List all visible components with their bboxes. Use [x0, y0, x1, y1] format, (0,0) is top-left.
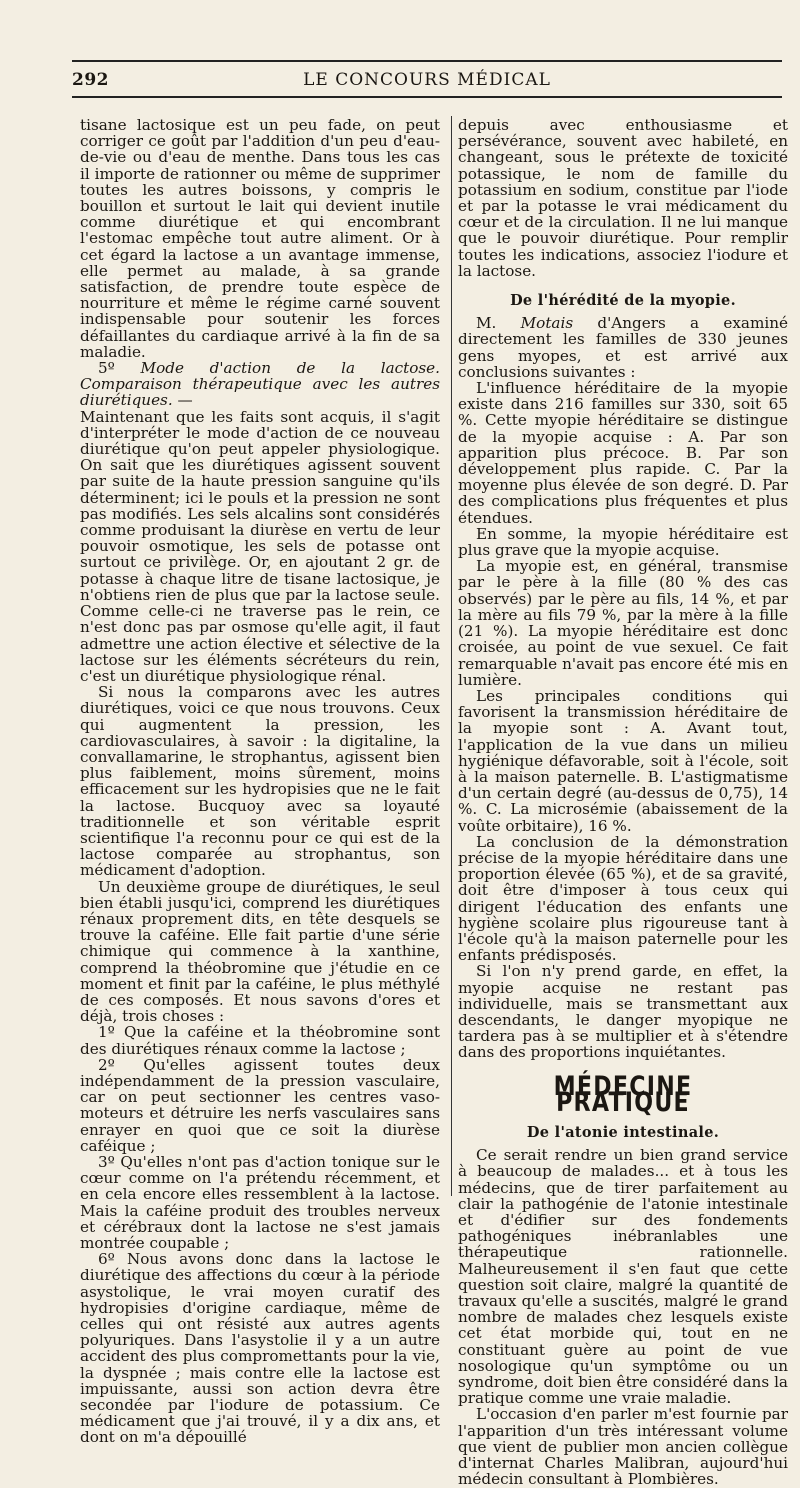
running-title: LE CONCOURS MÉDICAL	[303, 70, 551, 90]
section-dash: —	[172, 391, 193, 410]
paragraph: La myopie est, en général, transmise par le père à la fille (80 % des cas observés) par le père au fils, 14 %, et par la mère au fils 79 %, par la mère à la fille (21 %). La myopie héréditaire est donc croisée, au point de vue sexuel. Ce fait remarquable n'avait pas encore été mis en lumière.	[458, 557, 788, 689]
list-item: 6º Nous avons donc dans la lactose le diurétique des affections du cœur à la période asystolique, le vrai moyen curatif des hydropisies d'origine cardiaque, même de celles qui ont résisté aux autres agents polyuriques. Dans l'asystolie il y a un autre accident des plus compromettants pour la vie, la dyspnée ; mais contre elle la lactose est impuissante, aussi son action devra être secondée par l'iodure de potassium. Ce médicament que j'ai trouvé, il y a dix ans, et dont on m'a dépouillé	[80, 1250, 440, 1447]
section-title: Mode d'action de la lactose. Comparaison thérapeutique avec les autres diurétiques.	[80, 359, 440, 410]
paragraph: L'occasion d'en parler m'est fournie par l'apparition d'un très intéressant volume que vient de publier mon ancien collègue d'internat Charles Malibran, aujourd'hui médecin consultant à Plombières.	[458, 1405, 788, 1488]
page-header	[72, 70, 782, 94]
paragraph: La conclusion de la démonstration précise de la myopie héréditaire dans une proportion élevée (65 %), et de sa gravité, doit être d'imposer à tous ceux qui dirigent l'éducation des enfants une hygiène scolaire plus rigoureuse tant à l'école qu'à la maison paternelle pour les enfants prédisposés.	[458, 832, 788, 965]
paragraph	[458, 315, 788, 380]
section-title-medecine-pratique: MÉDECINE PRATIQUE	[553, 1070, 693, 1118]
right-column	[458, 117, 788, 1487]
paragraph: Ce serait rendre un bien grand service à beaucoup de malades... et à tous les médecins, que de tirer parfaitement au clair la pathogénie de l'atonie intestinale et d'édifier sur des fondements pathogéniques inébranlables une thérapeutique rationnelle. Malheureusement il s'en faut que cette question soit claire, malgré la quantité de travaux qu'elle a suscités, malgré le grand nombre de malades chez lesquels existe cet état morbide qui, tout en ne constituant guère au point de vue nosologique qu'un symptôme ou un syndrome, doit bien être considéré dans la pratique comme une vraie maladie.	[458, 1146, 788, 1408]
text-fragment: d'Angers a examiné directement les familles de 330 jeunes gens myopes, et est arrivé aux conclusions suivantes :	[458, 314, 788, 381]
paragraph: depuis avec enthousiasme et persévérance, souvent avec habileté, en changeant, sous le prétexte de toxicité potassique, le nom de famille du potassium en sodium, constitue par l'iode et par la potasse le vrai médicament du cœur et de la circulation. Il ne lui manque que le pouvoir diurétique. Pour remplir toutes les indications, associez l'iodure et la lactose.	[458, 116, 788, 280]
paragraph: tisane lactosique est un peu fade, on peut corriger ce goût par l'addition d'un peu d'eau-de-vie ou d'eau de menthe. Dans tous les cas il importe de rationner ou même de supprimer toutes les autres boissons, y compris le bouillon et surtout le lait qui devient inutile comme diurétique et qui encombrant l'estomac empêche tout autre aliment. Or à cet égard la lactose a un avantage immense, elle permet au malade, à sa grande satisfaction, de prendre toute espèce de nourriture et même le régime carné souvent indispensable pour soutenir les forces défaillantes du cardiaque arrivé à la fin de sa maladie.	[80, 116, 440, 361]
paragraph: Un deuxième groupe de diurétiques, le seul bien établi jusqu'ici, comprend les diurétiques rénaux proprement dits, en tête desquels se trouve la caféine. Elle fait partie d'une série chimique qui commence à la xanthine, comprend la théobromine que j'étudie en ce moment et finit par la caféine, le plus méthylé de ces composés. Et nous savons d'ores et déjà, trois choses :	[80, 877, 440, 1026]
list-item: 2º Qu'elles agissent toutes deux indépendamment de la pression vasculaire, car on peut sectionner les centres vaso-moteurs et détruire les nerfs vasculaires sans enrayer en quoi que ce soit la diurèse caféique ;	[80, 1055, 440, 1155]
column-divider	[451, 116, 452, 1196]
paragraph: Maintenant que les faits sont acquis, il s'agit d'interpréter le mode d'action de ce nouveau diurétique qu'on peut appeler physiologique. On sait que les diurétiques agissent souvent par suite de la haute pression sanguine qu'ils déterminent; ici le pouls et la pression ne sont pas modifiés. Les sels alcalins sont considérés comme produisant la diurèse en vertu de leur pouvoir osmotique, les sels de potasse ont surtout ce privilège. Or, en ajoutant 2 gr. de potasse à chaque litre de tisane lactosique, je n'obtiens rien de plus que par la lactose seule. Comme celle-ci ne traverse pas le rein, ce n'est donc pas par osmose qu'elle agit, il faut admettre une action élective et sélective de la lactose sur les éléments sécréteurs du rein, c'est un diurétique physiologique rénal.	[80, 407, 440, 685]
list-item: 1º Que la caféine et la théobromine sont des diurétiques rénaux comme la lactose ;	[80, 1023, 440, 1058]
section-heading-mode-action	[80, 360, 440, 409]
left-column	[80, 117, 440, 1446]
paragraph: L'influence héréditaire de la myopie existe dans 216 familles sur 330, soit 65 %. Cette myopie héréditaire se distingue de la myopie acquise : A. Par son apparition plus précoce. B. Par son développement plus rapide. C. Par la moyenne plus élevée de son degré. D. Par des complications plus fréquentes et plus étendues.	[458, 379, 788, 527]
paragraph: En somme, la myopie héréditaire est plus grave que la myopie acquise.	[458, 524, 788, 560]
top-rule	[72, 60, 782, 62]
subheading-myopie: De l'hérédité de la myopie.	[510, 292, 736, 310]
header-rule	[72, 96, 782, 98]
paragraph: Si l'on n'y prend garde, en effet, la myopie acquise ne restant pas individuelle, mais se transmettant aux descendants, le danger myopique ne tardera pas à se multiplier et à s'étendre dans des proportions inquiétantes.	[458, 962, 788, 1062]
paragraph: Les principales conditions qui favorisent la transmission héréditaire de la myopie sont : A. Avant tout, l'application de la vue dans un milieu hygiénique défavorable, soit à l'école, soit à la maison paternelle. B. L'astigmatisme d'un certain degré (au-dessus de 0,75), 14 %. C. La microsémie (abaissement de la voûte orbitaire), 16 %.	[458, 686, 788, 835]
author-name: Motais	[520, 314, 574, 333]
page-number: 292	[72, 70, 109, 90]
text-fragment: M.	[476, 314, 521, 333]
list-item: 3º Qu'elles n'ont pas d'action tonique sur le cœur comme on l'a prétendu récemment, et en cela encore elles ressemblent à la lactose. Mais la caféine produit des troubles nerveux et cérébraux dont la lactose ne s'est jamais montrée coupable ;	[80, 1153, 440, 1253]
section-number: 5º	[98, 359, 115, 378]
subheading-atonie: De l'atonie intestinale.	[526, 1123, 720, 1141]
paragraph: Si nous la comparons avec les autres diurétiques, voici ce que nous trouvons. Ceux qui augmentent la pression, les cardiovasculaires, à savoir : la digitaline, la convallamarine, le strophantus, agissent bien plus faiblement, moins sûrement, moins efficacement sur les hydropisies que ne le fait la lactose. Bucquoy avec sa loyauté traditionnelle et son véritable esprit scientifique l'a reconnu pour ce qui est de la lactose comparée au strophantus, son médicament d'adoption.	[80, 683, 440, 880]
